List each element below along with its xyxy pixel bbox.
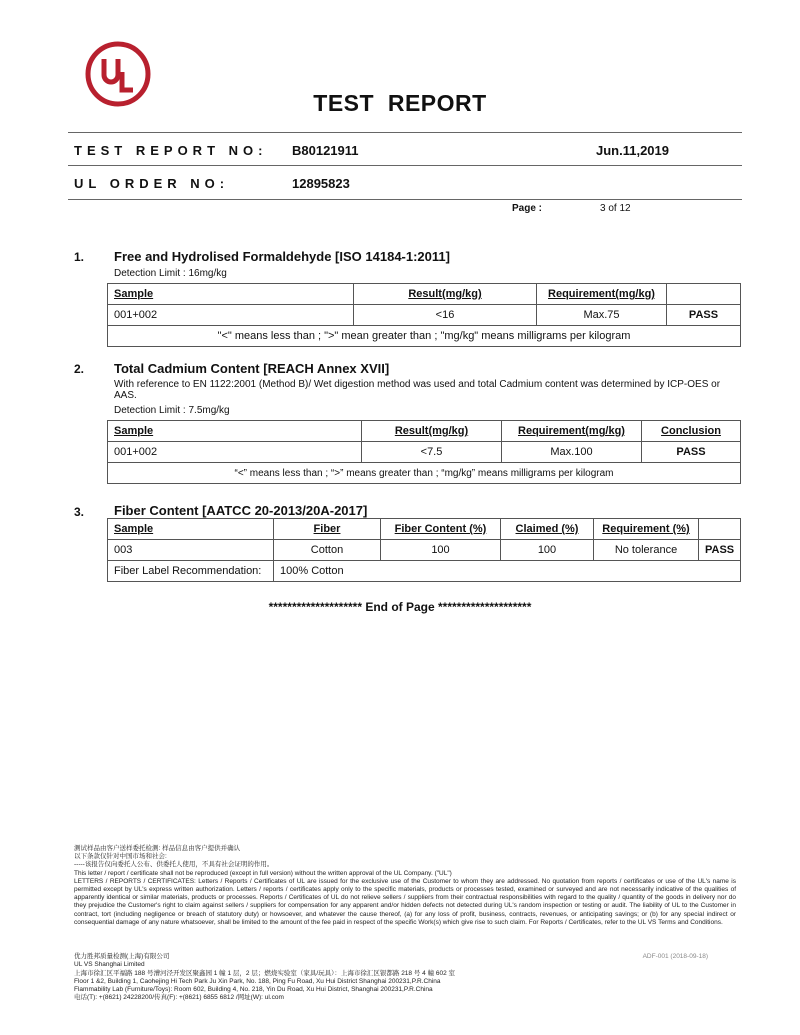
table-header-row: [108, 284, 741, 305]
col-requirement: Requirement(mg/kg): [537, 284, 667, 305]
table-row: [108, 540, 741, 561]
label-recommendation-value: 100% Cotton: [274, 561, 741, 582]
col-sample: Sample: [108, 421, 362, 442]
section-2-title: Total Cadmium Content [REACH Annex XVII]: [114, 361, 390, 376]
col-conclusion: [699, 519, 741, 540]
table-header-row: [108, 421, 741, 442]
formaldehyde-table: [107, 283, 741, 347]
col-result: Result(mg/kg): [354, 284, 537, 305]
company-name-cn: 优力胜邦质量检测(上海)有限公司: [74, 953, 170, 960]
divider-top: [68, 132, 742, 133]
col-result: Result(mg/kg): [362, 421, 502, 442]
cell-conclusion: PASS: [642, 442, 741, 463]
section-1-title: Free and Hydrolised Formaldehyde [ISO 14184-1:2011]: [114, 249, 450, 264]
end-of-page: ******************** End of Page ********************: [268, 600, 532, 614]
footer-cn-line-1: 测试样品由客户送样委托检测: 样品信息由客户提供并确认: [74, 845, 241, 852]
section-1-detection-limit: Detection Limit : 16mg/kg: [114, 268, 227, 279]
table-note-row: [108, 326, 741, 347]
cadmium-table: [107, 420, 741, 484]
contact-info: 电话(T): +(8621) 24228200/传真(F): +(8621) 6855 6812 /网址(W): ul.com: [74, 994, 284, 1002]
col-sample: Sample: [108, 284, 354, 305]
page-title: TEST REPORT: [313, 90, 487, 116]
section-3-number: 3.: [74, 505, 85, 519]
cell-conclusion: PASS: [667, 305, 741, 326]
section-2-number: 2.: [74, 362, 85, 376]
col-sample: Sample: [108, 519, 274, 540]
cell-requirement: Max.100: [502, 442, 642, 463]
report-date: Jun.11,2019: [596, 143, 669, 158]
cell-sample: 001+002: [108, 305, 354, 326]
table-header-row: [108, 519, 741, 540]
cell-fiber-content: 100: [381, 540, 501, 561]
footer-en-line-1: This letter / report / certificate shall not be reproduced (except in full version) without the written approval of the UL Company. ("UL"): [74, 869, 452, 877]
cell-requirement: Max.75: [537, 305, 667, 326]
col-claimed: Claimed (%): [501, 519, 594, 540]
address-en-2: Flammability Lab (Furniture/Toys): Room 602, Building 4, No. 218, Yin Du Road, Xu Hui District, Shanghai 200231,P.R.China: [74, 986, 433, 994]
col-fiber: Fiber: [274, 519, 381, 540]
cell-result: <16: [354, 305, 537, 326]
section-2-description: With reference to EN 1122:2001 (Method B)/ Wet digestion method was used and total Cadmium content was determined by ICP-OES or AAS.: [114, 379, 721, 401]
col-conclusion: Conclusion: [642, 421, 741, 442]
cell-conclusion: PASS: [699, 540, 741, 561]
table-note: “<” means less than ; “>” means greater than ; “mg/kg” means milligrams per kilogram: [108, 463, 741, 484]
page-label: Page :: [512, 203, 543, 214]
cell-sample: 003: [108, 540, 274, 561]
table-note-row: [108, 463, 741, 484]
address-en-1: Floor 1 &2, Building 1, Caohejing Hi Tech Park Ju Xin Park, No. 188, Ping Fu Road, Xu Hui District Shanghai 200231,P.R.China: [74, 977, 441, 985]
report-no-label: TEST REPORT NO:: [74, 143, 268, 158]
footer-cn-line-2: 以下条款仅针对中国市场和社会:: [74, 853, 167, 861]
cell-fiber: Cotton: [274, 540, 381, 561]
table-row: [108, 442, 741, 463]
footer-terms: LETTERS / REPORTS / CERTIFICATES: Letters / Reports / Certificates of UL are issued for the exclusive use of the Customer to whom they are addressed. No quotation from reports / certificates or use of the UL's name is permitted except by UL's express written authorization. Letters / reports / certificates apply only to the specific materials, products or processes tested, examined or surveyed and are not necessarily indicative of the qualities of apparently identical or similar materials, products or processes. Reports / Certificates of UL do not relieve sellers / suppliers from their contractual responsibilities with regard to the quality / quantity of the goods in delivery nor do they prejudice the Customer's right to claim against sellers / suppliers for compensation for any apparent and/or hidden defects not detected during UL's random inspection or testing or audit. The liability of UL to the Customer in contract, tort (including negligence or breach of statutory duty) or howsoever, and whatever the cause thereof, (a) for any loss of profit, business, contracts, revenues, or anticipating savings; or (b) for any special indirect or consequential damage of any nature whatsoever, shall be limited to the amount of the fee paid in respect of the specific Work(s) which give rise to such claim. For Reports / Certificates, refer to the UL VS Terms and Conditions.: [74, 877, 736, 926]
footer-company: [74, 953, 736, 1003]
footer-cn-line-3: -----该报告仅向委托人公布、供委托人使用，不具有社会证明的作用。: [74, 861, 274, 869]
form-code: ADF-001 (2018-09-18): [642, 953, 708, 960]
divider-bottom: [68, 199, 742, 200]
table-label-row: [108, 561, 741, 582]
cell-claimed: 100: [501, 540, 594, 561]
col-requirement: Requirement(mg/kg): [502, 421, 642, 442]
report-no-value: B80121911: [292, 143, 359, 158]
section-1-number: 1.: [74, 250, 85, 264]
divider-middle: [68, 165, 742, 166]
section-3-title: Fiber Content [AATCC 20-2013/20A-2017]: [114, 503, 368, 518]
company-name-en: UL VS Shanghai Limited: [74, 961, 145, 969]
cell-requirement: No tolerance: [594, 540, 699, 561]
address-cn: 上海市徐汇区平福路 188 号漕河泾开发区聚鑫园 1 幢 1 层，2 层；燃烧实验室（家具/玩具）：上海市徐汇区银都路 218 号 4 幢 602 室: [74, 969, 456, 977]
page-number: 3 of 12: [600, 203, 631, 214]
cell-sample: 001+002: [108, 442, 362, 463]
footer-disclaimer: [74, 845, 736, 927]
order-no-value: 12895823: [292, 176, 350, 191]
order-no-label: UL ORDER NO:: [74, 176, 230, 191]
table-row: [108, 305, 741, 326]
col-conclusion: [667, 284, 741, 305]
col-fiber-content: Fiber Content (%): [381, 519, 501, 540]
fiber-content-table: [107, 518, 741, 582]
label-recommendation-label: Fiber Label Recommendation:: [108, 561, 274, 582]
section-2-detection-limit: Detection Limit : 7.5mg/kg: [114, 405, 230, 416]
cell-result: <7.5: [362, 442, 502, 463]
col-requirement: Requirement (%): [594, 519, 699, 540]
table-note: "<" means less than ; ">" mean greater than ; "mg/kg" means milligrams per kilogram: [108, 326, 741, 347]
